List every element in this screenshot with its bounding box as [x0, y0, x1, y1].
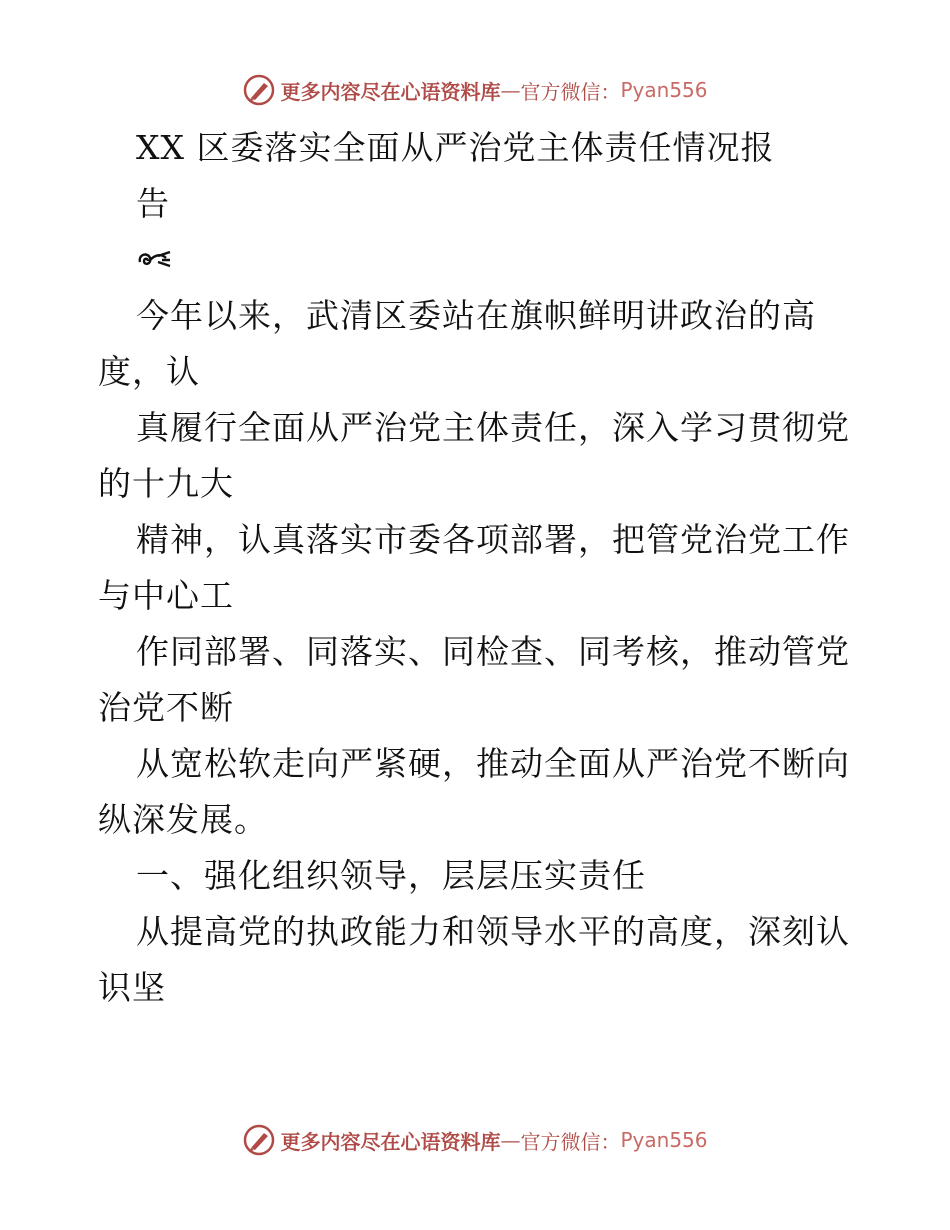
swirl-ornament-icon [136, 248, 172, 272]
banner-main-text: 更多内容尽在心语资料库 [280, 1129, 501, 1154]
pen-circle-logo-icon [242, 1123, 276, 1157]
banner-separator: — [500, 1128, 521, 1152]
paragraph-line: 从提高党的执政能力和领导水平的高度，深刻认 [136, 912, 850, 951]
document-title-line-1: XX 区委落实全面从严治党主体责任情况报 [136, 128, 775, 167]
banner-wechat-label: 官方微信： [520, 1129, 621, 1154]
paragraph-line: 与中心工 [98, 576, 234, 615]
paragraph-line: 度，认 [98, 352, 200, 391]
paragraph-line: 从宽松软走向严紧硬，推动全面从严治党不断向 [136, 744, 850, 783]
ornament [98, 232, 858, 288]
paragraph-line: 治党不断 [98, 688, 234, 727]
banner-wechat-id: Pyan556 [620, 1128, 708, 1152]
section-heading: 一、强化组织领导，层层压实责任 [136, 856, 646, 895]
paragraph-line: 今年以来，武清区委站在旗帜鲜明讲政治的高 [136, 296, 816, 335]
paragraph-line: 作同部署、同落实、同检查、同考核，推动管党 [136, 632, 850, 671]
document-body [98, 120, 858, 1016]
paragraph-line: 识坚 [98, 968, 166, 1007]
pen-circle-logo-icon [242, 73, 276, 107]
banner-wechat-id: Pyan556 [620, 78, 708, 102]
header-banner [0, 70, 950, 110]
banner-separator: — [500, 78, 521, 102]
banner-main-text: 更多内容尽在心语资料库 [280, 79, 501, 104]
paragraph-line: 的十九大 [98, 464, 234, 503]
paragraph-line: 精神，认真落实市委各项部署，把管党治党工作 [136, 520, 850, 559]
document-title-line-2: 告 [136, 184, 170, 223]
paragraph-line: 真履行全面从严治党主体责任，深入学习贯彻党 [136, 408, 850, 447]
paragraph-line: 纵深发展。 [98, 800, 268, 839]
banner-wechat-label: 官方微信： [520, 79, 621, 104]
footer-banner [0, 1120, 950, 1160]
